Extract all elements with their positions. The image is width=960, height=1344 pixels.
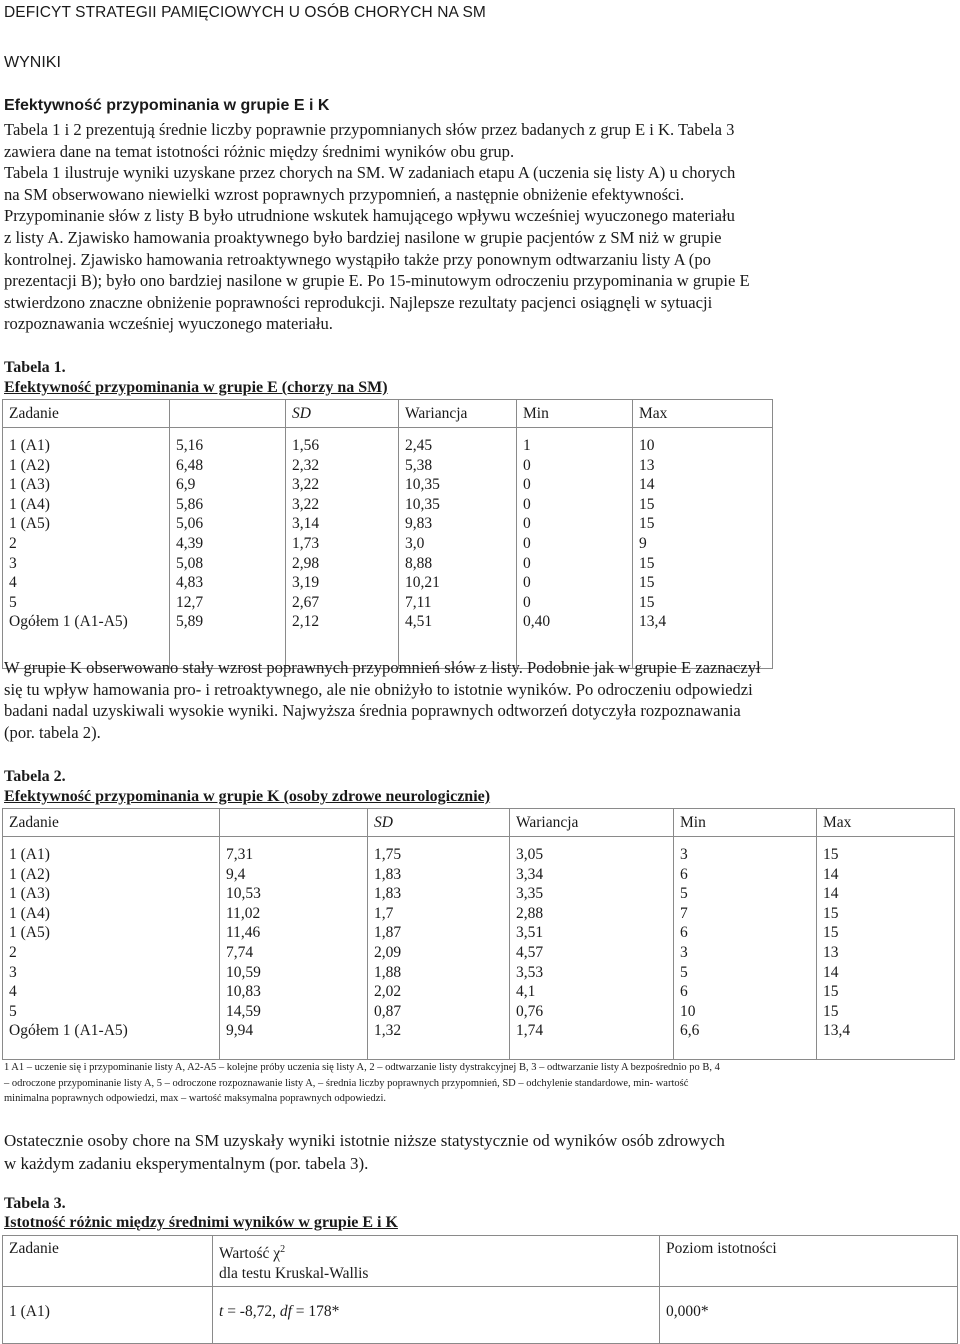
- text-line: się tu wpływ hamowania pro- i retroaktywnego, ale nie obniżyło to istotnie wyników. Po odroczeniu odpowiedzi: [4, 679, 753, 699]
- table-cell: 10: [639, 437, 655, 454]
- table-cell: 1,32: [374, 1022, 402, 1040]
- table-cell: 1 (A4): [9, 904, 50, 922]
- table-cell: 1 (A2): [9, 865, 50, 883]
- table-cell: 15: [823, 1002, 839, 1020]
- table-cell: 0: [523, 554, 531, 572]
- table-cell: 8,88: [405, 554, 433, 572]
- table2-header-sd: SD: [368, 809, 510, 837]
- table1-col-sd: [286, 428, 399, 669]
- table3-header-wartosc: [213, 1236, 660, 1287]
- table3-title: Istotność różnic między średnimi wyników w grupie E i K: [4, 1214, 398, 1231]
- table-cell: 6: [680, 924, 688, 942]
- table1-label: Tabela 1.: [4, 359, 66, 376]
- table-cell: 3,34: [516, 865, 544, 883]
- intro-paragraph: [4, 119, 954, 335]
- table-cell: 14: [639, 476, 655, 494]
- document-header: DEFICYT STRATEGII PAMIĘCIOWYCH U OSÓB CHORYCH NA SM: [4, 4, 486, 21]
- table3-header-poziom: Poziom istotności: [660, 1236, 958, 1287]
- table-cell: 1,56: [292, 437, 320, 454]
- table1-col-wariancja: [399, 428, 517, 669]
- table-cell: 3,22: [292, 476, 320, 494]
- table2-col-max: [817, 837, 955, 1060]
- table3-t-symbol: t: [219, 1303, 224, 1320]
- table-cell: 4: [9, 983, 17, 1001]
- subsection-heading: Efektywność przypominania w grupie E i K: [4, 97, 330, 114]
- table-cell: 1,83: [374, 885, 402, 903]
- text-line: (por. tabela 2).: [4, 722, 101, 742]
- section-title: WYNIKI: [4, 54, 61, 71]
- middle-paragraph: [4, 657, 954, 743]
- table2-header-min: Min: [674, 809, 817, 837]
- table-cell: 6: [680, 983, 688, 1001]
- table-cell: 0: [523, 456, 531, 474]
- table-cell: 15: [823, 924, 839, 942]
- table-cell: 9,83: [405, 515, 433, 533]
- table2-col-zadanie: [3, 837, 220, 1060]
- table3-header-row: [3, 1236, 958, 1287]
- table-cell: 4,51: [405, 613, 433, 631]
- table-cell: 1 (A1): [9, 846, 50, 863]
- table1-header-max: Max: [633, 400, 773, 428]
- table-cell: 4: [9, 574, 17, 592]
- table1-col-zadanie: [3, 428, 170, 669]
- table-cell: 7,11: [405, 593, 432, 611]
- table-cell: 2,67: [292, 593, 320, 611]
- table-cell: 10,21: [405, 574, 440, 592]
- table2-col-wariancja: [510, 837, 674, 1060]
- table-cell: 14: [823, 885, 839, 903]
- table-cell: 2: [9, 943, 17, 961]
- table-cell: 1,73: [292, 534, 320, 552]
- table-cell: 15: [823, 904, 839, 922]
- table3-cell-poziom: 0,000*: [660, 1287, 958, 1344]
- table1-header-mean: [170, 400, 286, 428]
- table-cell: 1,7: [374, 904, 394, 922]
- table-cell: 2,12: [292, 613, 320, 631]
- table-cell: 1,75: [374, 846, 402, 863]
- table-cell: Ogółem 1 (A1-A5): [9, 1022, 128, 1040]
- table-cell: 10,53: [226, 885, 261, 903]
- table-cell: 14: [823, 963, 839, 981]
- table-cell: 3,05: [516, 846, 544, 863]
- table-cell: 2: [9, 534, 17, 552]
- table-cell: 3,53: [516, 963, 544, 981]
- table3-df-symbol: df: [279, 1303, 292, 1320]
- table-cell: 3,14: [292, 515, 320, 533]
- table-cell: 5: [680, 885, 688, 903]
- table3: [2, 1235, 958, 1344]
- table-cell: 0: [523, 476, 531, 494]
- text-line: kontrolnej. Zjawisko hamowania retroaktywnego wystąpiło także przy ponownym odtwarzaniu listy A (po: [4, 249, 711, 269]
- table2-header-wariancja: Wariancja: [510, 809, 674, 837]
- table2-col-min: [674, 837, 817, 1060]
- text-line: zawiera dane na temat istotności różnic między średnimi wyników obu grup.: [4, 141, 515, 161]
- table1-col-max: [633, 428, 773, 669]
- table-cell: 6,48: [176, 456, 204, 474]
- text-line: Tabela 1 i 2 prezentują średnie liczby poprawnie przypomnianych słów przez badanych z grup E i K. Tabela 3: [4, 120, 735, 139]
- text-line: Ostatecznie osoby chore na SM uzyskały wyniki istotnie niższe statystycznie od wyników osób zdrowych: [4, 1131, 725, 1150]
- table-cell: 6: [680, 865, 688, 883]
- text-line: w każdym zadaniu eksperymentalnym (por. tabela 3).: [4, 1154, 369, 1173]
- table-cell: 0,40: [523, 613, 551, 631]
- table-cell: 10,59: [226, 963, 261, 981]
- table-cell: 9: [639, 534, 647, 552]
- table-cell: 14,59: [226, 1002, 261, 1020]
- table-cell: 15: [823, 846, 839, 863]
- text-line: Przypominanie słów z listy B było utrudnione wskutek hamującego wpływu wcześniej wyuczonego materiału: [4, 206, 735, 226]
- table-cell: 3: [9, 554, 17, 572]
- text-line: badani nadal uzyskiwali wysokie wyniki. Najwyższa średnia poprawnych odtworzeń dotyczyła rozpoznawania: [4, 701, 741, 721]
- table3-header-wartosc-text: Wartość χ: [219, 1245, 281, 1263]
- table1-body-row: [3, 428, 773, 669]
- table1-header-wariancja: Wariancja: [399, 400, 517, 428]
- table-cell: 6,9: [176, 476, 196, 494]
- table-cell: 10,35: [405, 476, 440, 494]
- table-cell: 3: [680, 846, 688, 863]
- table-cell: 5,16: [176, 437, 204, 454]
- table3-cell-zadanie: 1 (A1): [3, 1287, 213, 1344]
- table-cell: 5,89: [176, 613, 204, 631]
- table-cell: 1,74: [516, 1022, 544, 1040]
- table2-header-mean: [220, 809, 368, 837]
- table3-header-sup: 2: [280, 1244, 286, 1255]
- table-cell: 3,35: [516, 885, 544, 903]
- table-cell: 5: [9, 1002, 17, 1020]
- table-cell: 15: [639, 495, 655, 513]
- table-cell: 0: [523, 593, 531, 611]
- table-cell: 2,09: [374, 943, 402, 961]
- table-cell: 15: [639, 554, 655, 572]
- table-cell: 0: [523, 574, 531, 592]
- table-cell: 11,46: [226, 924, 261, 942]
- table1-header-row: [3, 400, 773, 428]
- table-cell: 1 (A5): [9, 515, 50, 533]
- table-cell: 1,83: [374, 865, 402, 883]
- table1-header-zadanie: Zadanie: [3, 400, 170, 428]
- table-cell: 0: [523, 495, 531, 513]
- text-line: prezentacji B); było ono bardziej nasilone w grupie E. Po 15-minutowym odroczeniu przypominania w grupie E: [4, 271, 750, 291]
- table-cell: 9,4: [226, 865, 246, 883]
- table3-t-value: = -8,72,: [223, 1303, 280, 1320]
- table-cell: 15: [823, 983, 839, 1001]
- table2-title: Efektywność przypominania w grupie K (osoby zdrowe neurologicznie): [4, 788, 491, 805]
- text-line: Tabela 1 ilustruje wyniki uzyskane przez chorych na SM. W zadaniach etapu A (uczenia się listy A) u chorych: [4, 163, 736, 183]
- text-line: stwierdzono znaczne obniżenie poprawności reprodukcji. Najlepsze rezultaty pacjenci osiągnęli w sytuacji: [4, 292, 713, 312]
- table2-header-zadanie: Zadanie: [3, 809, 220, 837]
- table-cell: 1 (A2): [9, 456, 50, 474]
- table2-col-sd: [368, 837, 510, 1060]
- table-cell: 13: [823, 943, 839, 961]
- table-cell: 2,88: [516, 904, 544, 922]
- table-cell: 2,45: [405, 437, 433, 454]
- table3-label: Tabela 3.: [4, 1195, 66, 1212]
- table-cell: 10,83: [226, 983, 261, 1001]
- table-cell: 7,74: [226, 943, 254, 961]
- table-cell: 10,35: [405, 495, 440, 513]
- table-cell: 13,4: [823, 1022, 851, 1040]
- table-footnote: [4, 1060, 956, 1107]
- table-cell: 4,39: [176, 534, 204, 552]
- table-cell: 1,87: [374, 924, 402, 942]
- footnote-line: minimalna poprawnych odpowiedzi, max – wartość maksymalna poprawnych odpowiedzi.: [4, 1093, 386, 1104]
- table-cell: 3,0: [405, 534, 425, 552]
- text-line: na SM obserwowano niewielki wzrost poprawnych przypomnień, a następnie obniżenie efektywności.: [4, 184, 685, 204]
- table-cell: 2,98: [292, 554, 320, 572]
- table-cell: 2,32: [292, 456, 320, 474]
- table-cell: 13,4: [639, 613, 667, 631]
- table-cell: 9,94: [226, 1022, 254, 1040]
- table2-header-max: Max: [817, 809, 955, 837]
- table-cell: 5: [9, 593, 17, 611]
- table-cell: 4,57: [516, 943, 544, 961]
- table-cell: 3: [680, 943, 688, 961]
- table2-label: Tabela 2.: [4, 768, 66, 785]
- table-cell: 0,76: [516, 1002, 544, 1020]
- text-line: z listy A. Zjawisko hamowania proaktywnego było bardziej nasilone w grupie pacjentów z SM niż w grupie: [4, 227, 722, 247]
- text-line: rozpoznawania wcześniej wyuczonego materiału.: [4, 314, 333, 334]
- table1-col-mean: [170, 428, 286, 669]
- table-cell: 13: [639, 456, 655, 474]
- table-cell: 3: [9, 963, 17, 981]
- table-cell: 5,38: [405, 456, 433, 474]
- table-cell: 5: [680, 963, 688, 981]
- text-line: W grupie K obserwowano stały wzrost poprawnych przypomnień słów z listy. Podobnie jak w grupie E zaznaczył: [4, 658, 761, 677]
- table-cell: 1 (A3): [9, 885, 50, 903]
- table-cell: 3,19: [292, 574, 320, 592]
- table-cell: 15: [639, 593, 655, 611]
- table-cell: 7,31: [226, 846, 254, 863]
- table2-col-mean: [220, 837, 368, 1060]
- table-cell: 10: [680, 1002, 696, 1020]
- table-cell: 12,7: [176, 593, 204, 611]
- table1: [2, 399, 773, 669]
- table1-header-min: Min: [517, 400, 633, 428]
- table-cell: 1 (A1): [9, 437, 50, 454]
- table-cell: 4,1: [516, 983, 536, 1001]
- table-cell: 14: [823, 865, 839, 883]
- table1-title: Efektywność przypominania w grupie E (chorzy na SM): [4, 379, 388, 396]
- table1-header-sd: SD: [286, 400, 399, 428]
- table3-header-zadanie: Zadanie: [3, 1236, 213, 1287]
- table3-header-wartosc-test: dla testu Kruskal-Wallis: [219, 1265, 369, 1283]
- table-cell: Ogółem 1 (A1-A5): [9, 613, 128, 631]
- table-cell: 6,6: [680, 1022, 700, 1040]
- table3-df-value: = 178*: [291, 1303, 340, 1320]
- table-cell: 1 (A5): [9, 924, 50, 942]
- footnote-line: – odroczone przypominanie listy A, 5 – odroczone rozpoznawanie listy A, – średnia liczby poprawnych przypomnień, SD – odchylenie standardowe, min- wartość: [4, 1077, 689, 1089]
- table2-header-row: [3, 809, 955, 837]
- table-cell: 15: [639, 574, 655, 592]
- table-cell: 7: [680, 904, 688, 922]
- table-cell: 11,02: [226, 904, 261, 922]
- table-cell: 1 (A3): [9, 476, 50, 494]
- table-cell: 1: [523, 437, 531, 454]
- table1-col-min: [517, 428, 633, 669]
- table-cell: 3,22: [292, 495, 320, 513]
- table3-cell-statistic: [213, 1287, 660, 1344]
- table3-row: [3, 1287, 958, 1344]
- table-cell: 2,02: [374, 983, 402, 1001]
- table-cell: 0: [523, 515, 531, 533]
- table-cell: 1 (A4): [9, 495, 50, 513]
- table-cell: 15: [639, 515, 655, 533]
- footnote-line: 1 A1 – uczenie się i przypominanie listy A, A2-A5 – kolejne próby uczenia się listy A, 2 – odtwarzanie listy dystrakcyjnej B, 3 – odtwarzanie listy A bezpośrednio po B, 4: [4, 1062, 720, 1073]
- table-cell: 0: [523, 534, 531, 552]
- table-cell: 5,08: [176, 554, 204, 572]
- table-cell: 4,83: [176, 574, 204, 592]
- table-cell: 5,06: [176, 515, 204, 533]
- table-cell: 1,88: [374, 963, 402, 981]
- table-cell: 3,51: [516, 924, 544, 942]
- table2-body-row: [3, 837, 955, 1060]
- table-cell: 5,86: [176, 495, 204, 513]
- table2: [2, 808, 955, 1060]
- conclusion-paragraph: [4, 1129, 954, 1175]
- table-cell: 0,87: [374, 1002, 402, 1020]
